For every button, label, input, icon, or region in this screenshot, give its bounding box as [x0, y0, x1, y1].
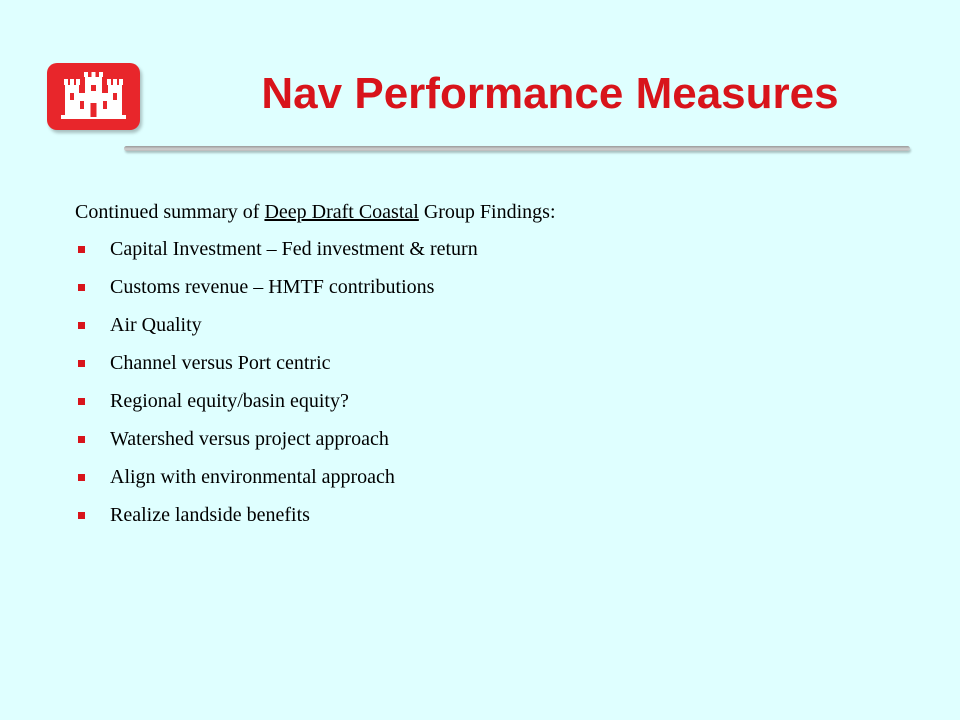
list-item-text: Capital Investment – Fed investment & return — [110, 238, 478, 260]
castle-logo-graphic — [47, 63, 140, 130]
list-item-text: Regional equity/basin equity? — [110, 390, 349, 412]
list-item-text: Realize landside benefits — [110, 504, 310, 526]
list-item — [75, 463, 478, 501]
list-item — [75, 273, 478, 311]
list-item-text: Air Quality — [110, 314, 202, 336]
bullet-icon — [78, 360, 85, 367]
bullet-icon — [78, 284, 85, 291]
bullet-icon — [78, 246, 85, 253]
list-item-text: Channel versus Port centric — [110, 352, 331, 374]
title-divider — [124, 146, 910, 151]
bullet-icon — [78, 398, 85, 405]
intro-text-start: Continued summary of — [75, 201, 265, 223]
intro-text-underlined: Deep Draft Coastal — [264, 201, 419, 223]
list-item — [75, 235, 478, 273]
list-item — [75, 387, 478, 425]
list-item — [75, 349, 478, 387]
intro-text-end: Group Findings: — [418, 201, 556, 223]
slide-title: Nav Performance Measures — [261, 69, 839, 118]
bullet-icon — [78, 436, 85, 443]
bullet-icon — [78, 512, 85, 519]
bullet-icon — [78, 322, 85, 329]
bullet-icon — [78, 474, 85, 481]
intro-text — [75, 198, 556, 226]
list-item — [75, 311, 478, 349]
list-item-text: Align with environmental approach — [110, 466, 395, 488]
list-item — [75, 425, 478, 463]
list-item-text: Watershed versus project approach — [110, 428, 389, 450]
list-item-text: Customs revenue – HMTF contributions — [110, 276, 435, 298]
findings-list — [75, 235, 478, 539]
list-item — [75, 501, 478, 539]
castle-icon — [47, 63, 140, 130]
